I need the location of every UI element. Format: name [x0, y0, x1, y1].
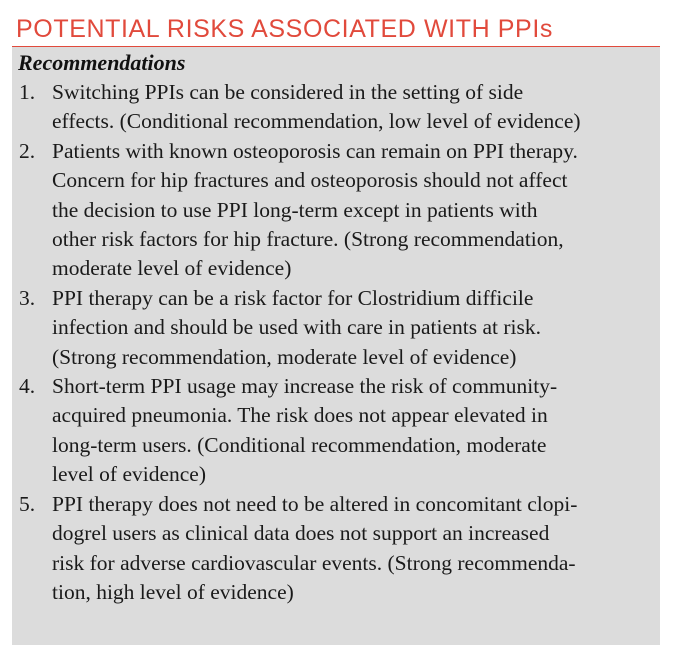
item-text-line: Concern for hip fractures and osteoporosis should not affect — [52, 168, 568, 193]
item-text-line: Short-term PPI usage may increase the risk of community- — [52, 374, 558, 399]
item-text-line: acquired pneumonia. The risk does not appear elevated in — [52, 403, 548, 428]
item-text-line: (Strong recommendation, moderate level of evidence) — [52, 344, 517, 369]
item-text-line: PPI therapy can be a risk factor for Clostridium difficile — [52, 285, 534, 310]
box-title: Recommendations — [18, 50, 186, 75]
item-text-line: effects. (Conditional recommendation, low level of evidence) — [52, 109, 581, 134]
item-number: 5. — [19, 491, 36, 516]
item-text-line: the decision to use PPI long-term except in patients with — [52, 197, 538, 222]
recommendations-box — [12, 47, 660, 645]
item-text-line: Patients with known osteoporosis can remain on PPI therapy. — [52, 138, 578, 163]
recommendation-item — [12, 284, 660, 372]
item-text-line: risk for adverse cardiovascular events. (Strong recommenda- — [52, 550, 576, 575]
item-text-line: other risk factors for hip fracture. (Strong recommendation, — [52, 227, 564, 252]
item-text-line: tion, high level of evidence) — [52, 579, 294, 604]
item-number: 1. — [19, 80, 36, 104]
recommendation-item — [12, 137, 660, 284]
item-text-line: PPI therapy does not need to be altered in concomitant clopi- — [52, 491, 578, 516]
recommendation-item — [12, 372, 660, 490]
recommendations-list — [12, 78, 660, 607]
item-number: 2. — [19, 138, 36, 163]
item-text-line: dogrel users as clinical data does not support an increased — [52, 521, 550, 546]
item-text-line: Switching PPIs can be considered in the setting of side — [52, 80, 524, 104]
item-number: 3. — [19, 285, 36, 310]
item-text-line: infection and should be used with care in patients at risk. — [52, 315, 541, 340]
section-heading: POTENTIAL RISKS ASSOCIATED WITH PPIs — [16, 15, 553, 43]
recommendation-item — [12, 490, 660, 608]
recommendation-item — [12, 78, 660, 137]
item-text-line: moderate level of evidence) — [52, 256, 292, 281]
item-number: 4. — [19, 374, 36, 399]
item-text-line: long-term users. (Conditional recommendation, moderate — [52, 432, 547, 457]
item-text-line: level of evidence) — [52, 462, 206, 487]
